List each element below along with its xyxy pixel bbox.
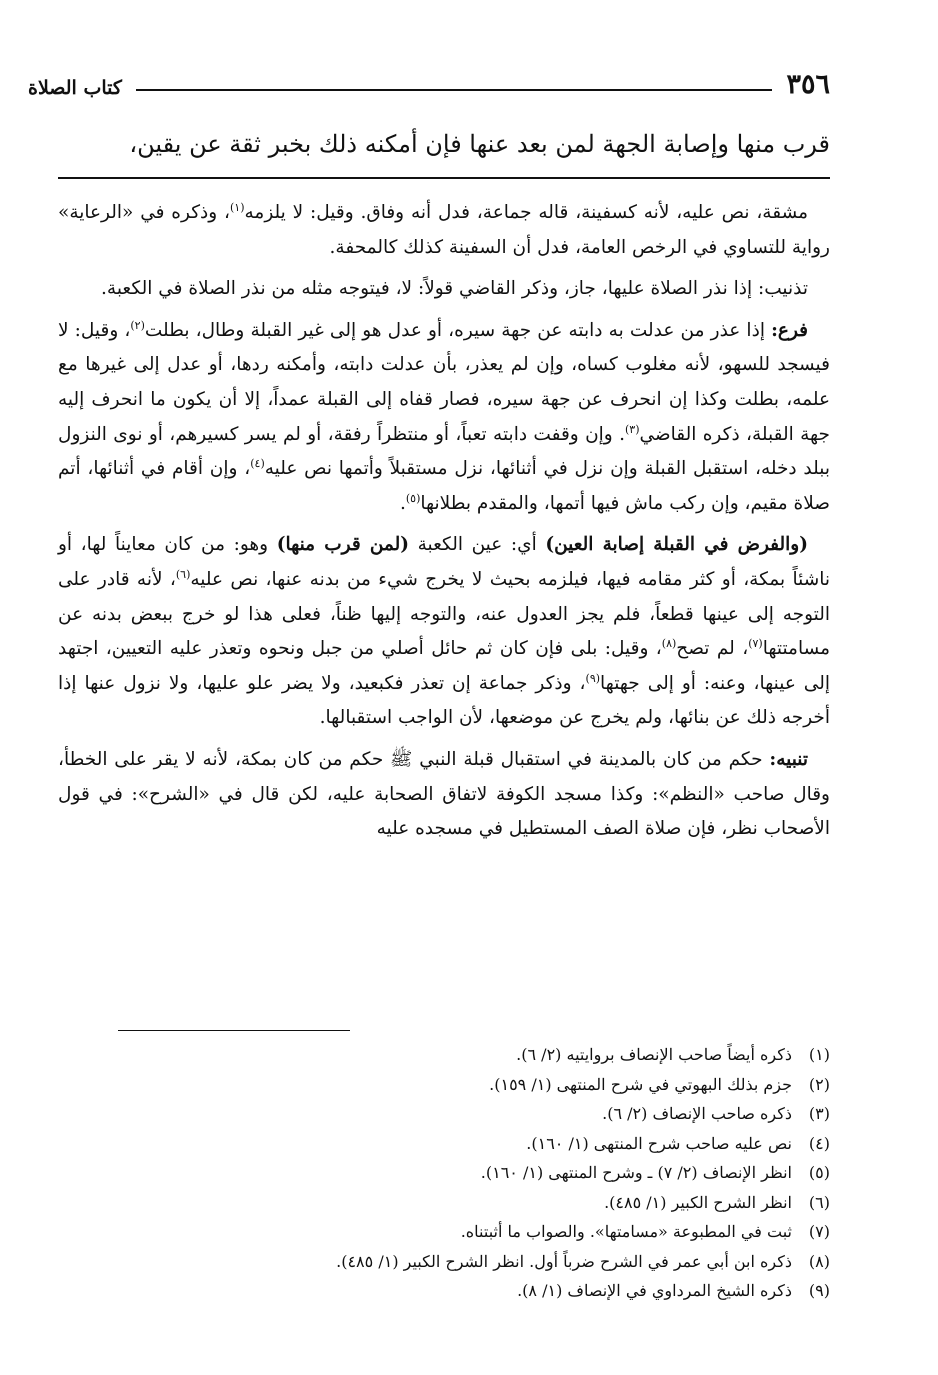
footnote-ref-4[interactable]: (٤): [250, 457, 265, 470]
footnote-item: [58, 1276, 830, 1306]
p4-text-e: ، وقيل: بلى فإن كان ثم حائل أصلي من جبل ونحوه وتعذر عليه التعيين، اجتهد إلى عينها، وعنه: أو إلى جهتها: [58, 638, 830, 694]
footnote-number: (٧): [808, 1222, 830, 1241]
footnote-item: [58, 1129, 830, 1159]
footnote-item: [58, 1247, 830, 1277]
page-header: [28, 58, 830, 98]
matn-text: قرب منها وإصابة الجهة لمن بعد عنها فإن أمكنه ذلك بخبر ثقة عن يقين،: [129, 130, 830, 158]
footnote-number: (٣): [808, 1104, 830, 1123]
footnote-number: (٦): [808, 1192, 830, 1212]
footnote-text: ذكره صاحب الإنصاف (٢/ ٦).: [602, 1104, 792, 1123]
p3-text-e: .: [399, 492, 406, 514]
p3-text-a: إذا عذر من عدلت به دابته عن جهة سيره، أو عدل هو إلى غير القبلة وطال، بطلت: [144, 319, 772, 341]
paragraph-3: [58, 314, 830, 522]
footnote-number: (١): [808, 1045, 830, 1064]
p4-text-a: أي: عين الكعبة: [409, 534, 546, 556]
paragraph-2: [58, 272, 830, 307]
p3-text-d: ، وإن أقام في أثنائها، أتم صلاة مقيم، وإن ركب ماش فيها أتمها، والمقدم بطلانها: [58, 458, 830, 514]
matn-quote-2: (لمن قرب منها): [276, 534, 410, 556]
footnote-ref-5[interactable]: (٥): [405, 491, 421, 505]
footnote-text: انظر الإنصاف (٢/ ٧) ـ وشرح المنتهى (١/ ١٦٠).: [480, 1163, 792, 1182]
footnote-text: ذكره الشيخ المرداوي في الإنصاف (١/ ٨).: [517, 1281, 792, 1300]
paragraph-4: [58, 528, 830, 736]
footnote-ref-6[interactable]: (٦): [175, 567, 191, 581]
header-rule: [136, 89, 773, 91]
footnote-text: ذكره أيضاً صاحب الإنصاف بروايتيه (٢/ ٦).: [516, 1045, 792, 1064]
footnote-item: [58, 1099, 830, 1129]
p4-text-f: ، وذكر جماعة إن تعذر فكبعيد، ولا يضر علو عليها، ولا نزول عنها إذا أخرجه ذلك عن بنائها، ولم يخرج عن موضعها، لأن الواجب استقبالها.: [58, 672, 830, 729]
footnote-ref-1[interactable]: (١): [229, 200, 245, 214]
footnote-number: (٩): [808, 1281, 830, 1300]
footnote-ref-8[interactable]: (٨): [661, 636, 677, 650]
matn-divider: [58, 177, 830, 179]
p3-text-b: ، وقيل: لا فيسجد للسهو، لأنه مغلوب كساه، وإن لم يعذر، بأن عدلت دابته، وأمكنه ردها، أو عدل إلى غيرها مع علمه، بطلت وكذا إن انحرف عن جهة سيره، فصار قفاه إلى القبلة عمداً، إلا أن يكون ما انحرف إليه جهة القبلة، ذكره القاضي: [58, 319, 830, 445]
footnote-text: انظر الشرح الكبير (١/ ٤٨٥).: [604, 1192, 792, 1212]
tanbih-label: تنبيه:: [769, 748, 809, 770]
footnote-text: نص عليه صاحب شرح المنتهى (١/ ١٦٠).: [526, 1133, 792, 1153]
footnote-item: [58, 1070, 830, 1100]
matn-quote-1: (والفرض في القبلة إصابة العين): [545, 534, 808, 556]
p1-text-b: ، وذكره في «الرعاية» رواية للتساوي في الرخص العامة، فدل أن السفينة كذلك كالمحفة.: [58, 202, 830, 258]
commentary-body: [58, 196, 830, 854]
paragraph-1: [58, 196, 830, 265]
footnote-item: [58, 1188, 830, 1218]
p5-text: حكم من كان بالمدينة في استقبال قبلة النبي ﷺ حكم من كان بمكة، لأنه لا يقر على الخطأ، وقال صاحب «النظم»: وكذا مسجد الكوفة لاتفاق الصحابة عليه، لكن قال في «الشرح»: في قول الأصحاب نظر، فإن صلاة الصف المستطيل في مسجده عليه: [58, 748, 830, 840]
paragraph-5: [58, 743, 830, 847]
p3-text-c: . وإن وقفت دابته تعباً، أو منتظراً رفقة، أو لم يسر كسيرهم، أو نوى النزول ببلد دخله، استقبل القبلة وإن نزل في أثنائها، نزل مستقبلاً وأتمها نص عليه: [58, 423, 831, 480]
p2-text: تذنيب: إذا نذر الصلاة عليها، جاز، وذكر القاضي قولاً: لا، فيتوجه مثله من نذر الصلاة في الكعبة.: [101, 278, 808, 300]
footnote-number: (٢): [808, 1074, 830, 1094]
footnote-ref-9[interactable]: (٩): [585, 671, 601, 685]
footnote-number: (٨): [808, 1251, 830, 1271]
page-number: ٣٥٦: [786, 69, 830, 100]
p4-text-d: ، لم تصح: [676, 638, 749, 660]
p1-text-a: مشقة، نص عليه، لأنه كسفينة، قاله جماعة، فدل أنه وفاق. وقيل: لا يلزمه: [244, 202, 808, 223]
footnote-number: (٤): [808, 1133, 830, 1153]
footnote-ref-2[interactable]: (٢): [130, 318, 145, 332]
far-label: فرع:: [771, 319, 808, 341]
footnote-item: [58, 1158, 830, 1188]
footnote-text: جزم بذلك البهوتي في شرح المنتهى (١/ ١٥٩).: [489, 1074, 792, 1094]
footnotes-list: [58, 1040, 830, 1306]
footnote-ref-3[interactable]: (٣): [624, 422, 640, 436]
footnote-item: [58, 1040, 830, 1070]
footnote-text: ثبت في المطبوعة «مسامتها». والصواب ما أثبتناه.: [460, 1222, 792, 1241]
footnote-text: ذكره ابن أبي عمر في الشرح ضرباً أول. انظر الشرح الكبير (١/ ٤٨٥).: [336, 1251, 792, 1271]
footnote-divider: [118, 1030, 350, 1031]
footnote-ref-7[interactable]: (٧): [748, 636, 763, 650]
p4-text-b: وهو: من كان معايناً لها، أو ناشئاً بمكة، أو كثر مقامه فيها، فيلزمه بحيث لا يخرج شيء من بدنه عنها، نص عليه: [58, 534, 831, 590]
p4-text-c: ، لأنه قادر على التوجه إلى عينها قطعاً، فلم يجز العدول عنه، والتوجه إليها ظناً، فعلى هذا لو خرج ببعض بدنه عن مسامتتها: [58, 568, 830, 660]
running-title: كتاب الصلاة: [28, 77, 122, 99]
footnote-number: (٥): [808, 1163, 830, 1182]
footnote-item: [58, 1217, 830, 1247]
